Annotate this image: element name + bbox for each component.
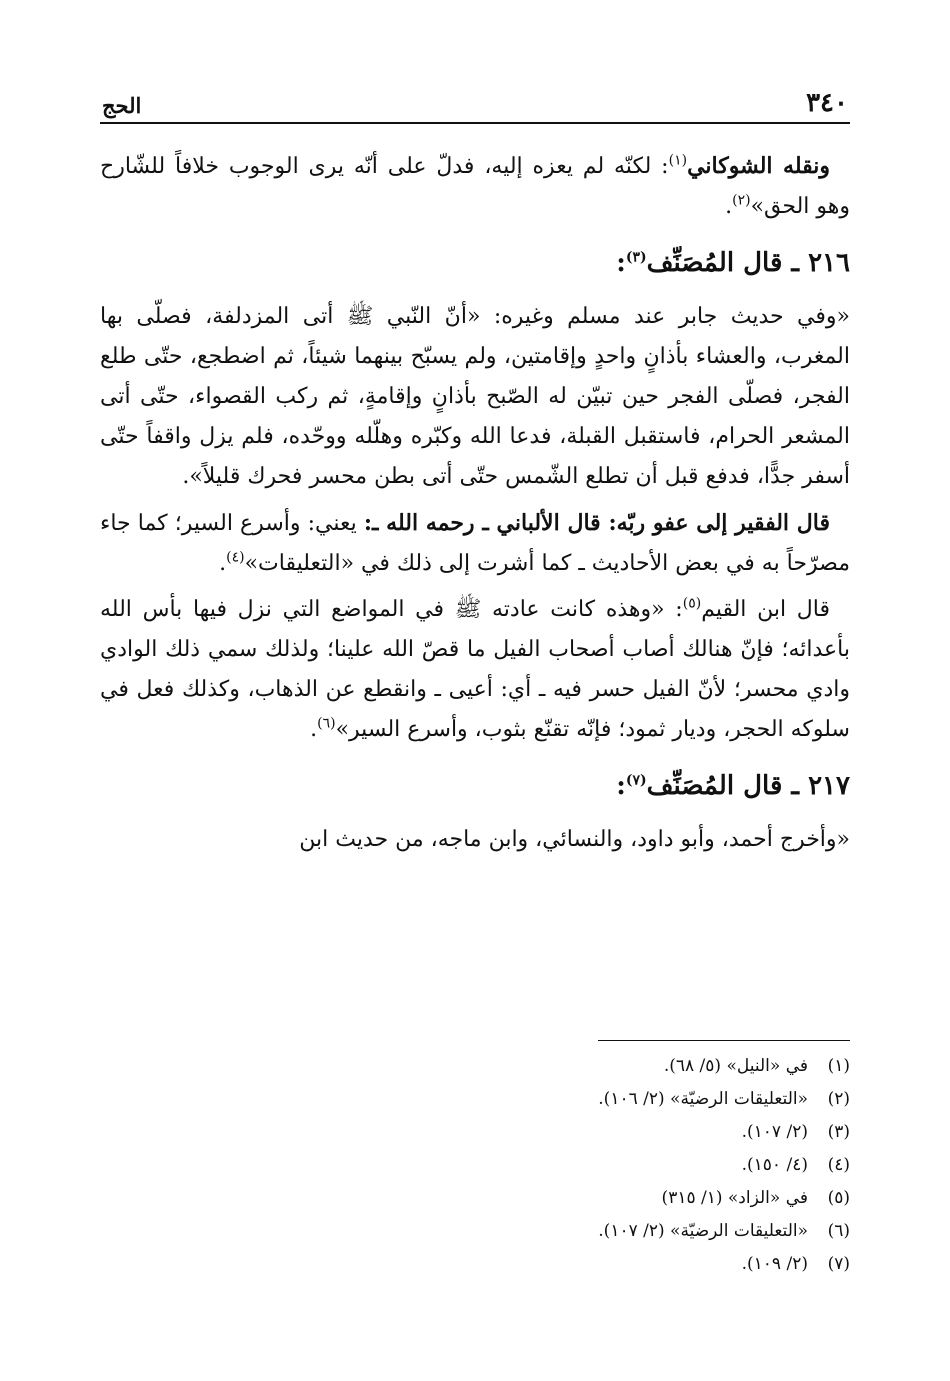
paragraph-text: : لكنّه لم يعزه إليه، فدلّ على أنّه يرى الوجوب خلافاً للشّارح وهو الحق» xyxy=(100,154,850,219)
paragraph-tail: . xyxy=(219,551,227,576)
running-head xyxy=(100,78,850,124)
footnote xyxy=(100,1182,850,1215)
paragraph-text: : «وهذه كانت عادته ﷺ في المواضع التي نزل فيها بأس الله بأعدائه؛ فإنّ هنالك أصاب أصحاب الفيل ما قصّ الله علينا؛ ولذلك سمي ذلك الوادي وادي محسر؛ لأنّ الفيل حسر فيه ـ أي: أعيى ـ وانقطع عن الذهاب، وكذلك فعل في سلوكه الحجر، وديار ثمود؛ فإنّه تقنّع بثوب، وأسرع السير» xyxy=(100,597,850,742)
section-heading-216 xyxy=(100,241,850,285)
footnote-ref: (٧) xyxy=(625,772,647,789)
paragraph-tail: . xyxy=(725,194,733,219)
footnote-number: (٤) xyxy=(827,1155,850,1175)
lead-phrase: ونقله الشوكاني xyxy=(687,153,830,179)
paragraph-tail: . xyxy=(310,717,318,742)
footnote-text: «التعليقات الرضيّة» (٢/ ١٠٦). xyxy=(598,1089,808,1109)
lead-phrase: قال الفقير إلى عفو ربّه: قال الألباني ـ رحمه الله ـ: xyxy=(363,510,831,536)
heading-colon: : xyxy=(616,248,626,278)
footnote xyxy=(100,1215,850,1248)
footnote xyxy=(100,1248,850,1281)
footnote-ref: (٣) xyxy=(625,249,647,266)
footnote-text: (٤/ ١٥٠). xyxy=(741,1155,808,1175)
heading-text: ٢١٧ ـ قال المُصَنِّف xyxy=(646,771,850,801)
section-heading-217 xyxy=(100,764,850,808)
heading-text: ٢١٦ ـ قال المُصَنِّف xyxy=(646,248,850,278)
footnote-ref: (١) xyxy=(668,152,688,169)
footnote-number: (٥) xyxy=(827,1188,850,1208)
footnote-text: في «الزاد» (١/ ٣١٥) xyxy=(661,1188,808,1208)
footnote-text: «التعليقات الرضيّة» (٢/ ١٠٧). xyxy=(598,1221,808,1241)
paragraph-albani xyxy=(100,503,850,584)
footnote-text: (٢/ ١٠٧). xyxy=(741,1122,808,1142)
footnote-number: (٧) xyxy=(827,1254,850,1274)
footnote-ref: (٦) xyxy=(317,715,336,732)
footnote-number: (٢) xyxy=(827,1089,850,1109)
footnotes xyxy=(100,1050,850,1281)
footnote-number: (١) xyxy=(827,1056,850,1076)
paragraph-hadith-ibn: «وأخرج أحمد، وأبو داود، والنسائي، وابن ماجه، من حديث ابن xyxy=(299,827,850,852)
footnote-text: في «النيل» (٥/ ٦٨). xyxy=(663,1056,808,1076)
book-page xyxy=(100,78,850,866)
paragraph-shawkani xyxy=(100,146,850,227)
quote-jabir: «وفي حديث جابر عند مسلم وغيره: «أنّ النّبي ﷺ أتى المزدلفة، فصلّى بها المغرب، والعشاء بأذانٍ واحدٍ وإقامتين، ولم يسبّح بينهما شيئاً، ثم اضطجع، حتّى طلع الفجر، فصلّى الفجر حين تبيّن له الصّبح بأذانٍ وإقامةٍ، ثم ركب القصواء، حتّى أتى المشعر الحرام، فاستقبل القبلة، فدعا الله وكبّره وهلّله ووحّده، فلم يزل واقفاً حتّى أسفر جدًّا، فدفع قبل أن تطلع الشّمس حتّى أتى بطن محسر فحرك قليلاً». xyxy=(100,304,850,489)
footnote-number: (٣) xyxy=(827,1122,850,1142)
footnote xyxy=(100,1149,850,1182)
paragraph-ibn-qayyim xyxy=(100,590,850,750)
footnote-text: (٢/ ١٠٩). xyxy=(741,1254,808,1274)
paragraph-text: يعني: وأسرع السير؛ كما جاء مصرّحاً به في بعض الأحاديث ـ كما أشرت إلى ذلك في «التعليقات» xyxy=(100,511,850,576)
footnote-ref: (٢) xyxy=(732,192,751,209)
chapter-title: الحج xyxy=(102,93,142,118)
speaker: قال ابن القيم xyxy=(701,597,830,622)
heading-colon: : xyxy=(616,771,626,801)
footnote xyxy=(100,1083,850,1116)
page-number: ٣٤٠ xyxy=(806,88,848,118)
footnote xyxy=(100,1116,850,1149)
footnote-divider xyxy=(598,1040,850,1041)
footnote-number: (٦) xyxy=(827,1221,850,1241)
footnote-ref: (٤) xyxy=(226,549,245,566)
footnote-ref: (٥) xyxy=(682,595,702,612)
main-text xyxy=(100,146,850,860)
footnote xyxy=(100,1050,850,1083)
